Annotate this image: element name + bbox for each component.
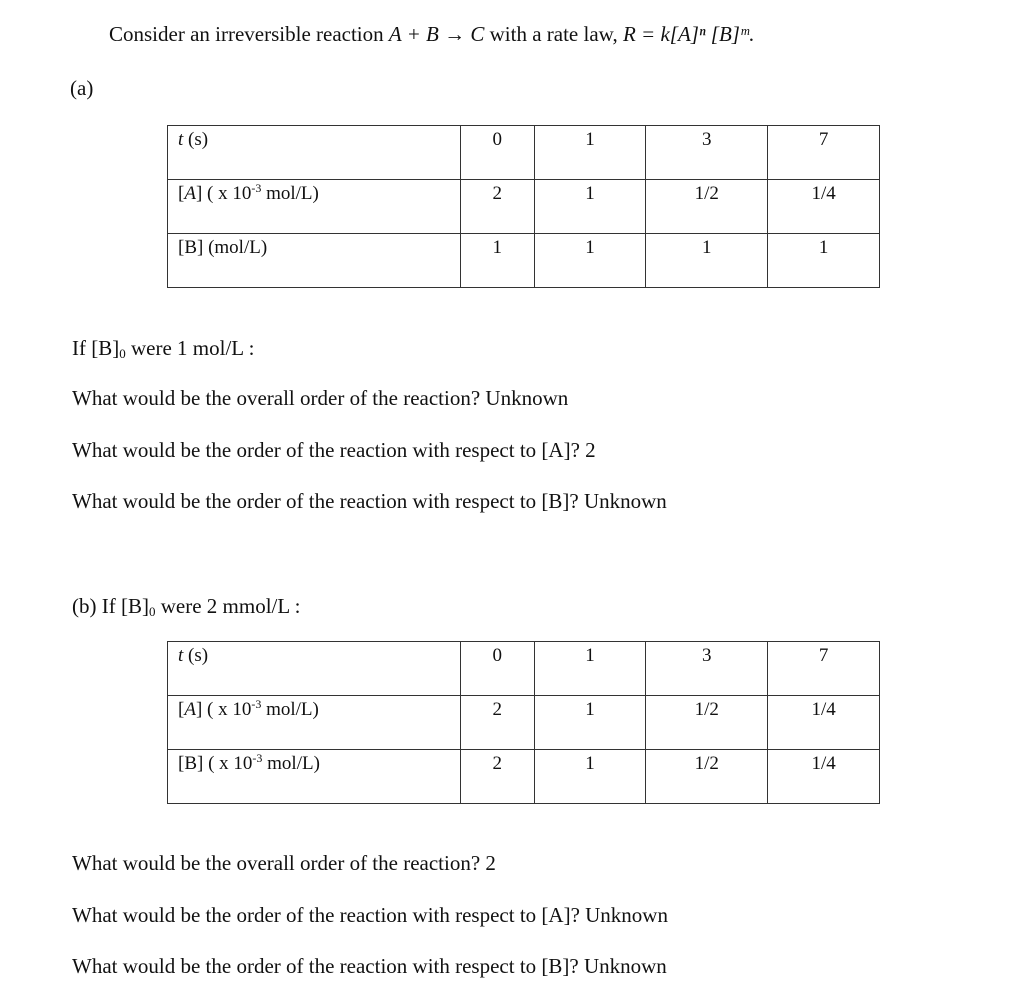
table-cell: 1 <box>534 750 646 804</box>
table-row-a-concentration <box>168 696 880 750</box>
table-cell: 1/2 <box>646 180 768 234</box>
rate-law: R = k[A]ⁿ [B]ᵐ <box>622 22 749 46</box>
part-a-question-overall: What would be the overall order of the reaction? Unknown <box>72 386 569 410</box>
table-cell: 7 <box>768 642 880 696</box>
table-cell: 1/2 <box>646 750 768 804</box>
table-cell: 1/4 <box>768 696 880 750</box>
part-b-question-order-b: What would be the order of the reaction with respect to [B]? Unknown <box>72 954 667 978</box>
table-cell: 2 <box>461 750 535 804</box>
reaction-equation: A + B → C <box>388 22 485 46</box>
table-row-a-concentration <box>168 180 880 234</box>
part-a-label: (a) <box>70 76 94 100</box>
table-cell: 2 <box>461 180 535 234</box>
row-header-a: [A] ( x $10^{-3}$ mol/L) <box>168 696 461 750</box>
part-b-condition: (b) If $[B]_0$ were 2 mmol/L : <box>72 594 301 619</box>
table-cell: 1 <box>534 696 646 750</box>
table-cell: 1/2 <box>646 696 768 750</box>
table-cell: 1 <box>768 234 880 288</box>
table-cell: 0 <box>461 642 535 696</box>
table-row-b-concentration <box>168 750 880 804</box>
table-cell: 1/4 <box>768 180 880 234</box>
table-cell: 1 <box>646 234 768 288</box>
intro-suffix: . <box>748 22 754 46</box>
row-header-time: t (s) <box>168 642 461 696</box>
part-b-question-overall: What would be the overall order of the reaction? 2 <box>72 851 496 875</box>
table-cell: 1 <box>461 234 535 288</box>
part-a-condition: If $[B]_0$ were 1 mol/L : <box>72 336 255 361</box>
table-cell: 1 <box>534 642 646 696</box>
row-header-time: t (s) <box>168 126 461 180</box>
table-cell: 1/4 <box>768 750 880 804</box>
intro-middle: with a rate law, <box>489 22 623 46</box>
table-cell: 7 <box>768 126 880 180</box>
intro-prefix: Consider an irreversible reaction <box>109 22 389 46</box>
part-a-question-order-a: What would be the order of the reaction with respect to [A]? 2 <box>72 438 596 462</box>
part-b-question-order-a: What would be the order of the reaction with respect to [A]? Unknown <box>72 903 668 927</box>
table-part-a <box>167 125 880 288</box>
table-cell: 1 <box>534 126 646 180</box>
table-cell: 3 <box>646 126 768 180</box>
table-row-b-concentration <box>168 234 880 288</box>
table-cell: 3 <box>646 642 768 696</box>
table-row-time <box>168 126 880 180</box>
row-header-b: [B] (mol/L) <box>168 234 461 288</box>
table-part-b <box>167 641 880 804</box>
intro-statement <box>109 22 754 47</box>
table-cell: 2 <box>461 696 535 750</box>
table-cell: 0 <box>461 126 535 180</box>
table-cell: 1 <box>534 180 646 234</box>
table-cell: 1 <box>534 234 646 288</box>
row-header-a: [A] ( x $10^{-3}$ mol/L) <box>168 180 461 234</box>
table-row-time <box>168 642 880 696</box>
part-a-question-order-b: What would be the order of the reaction with respect to [B]? Unknown <box>72 489 667 513</box>
row-header-b: [B] ( x $10^{-3}$ mol/L) <box>168 750 461 804</box>
